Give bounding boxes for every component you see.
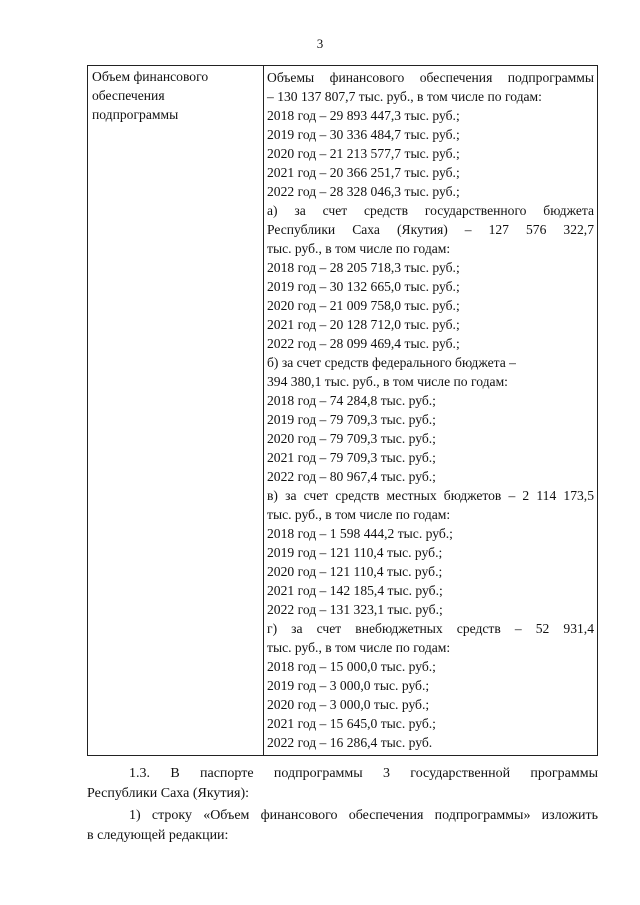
page-number: 3 [316,36,324,51]
amendment-paragraph: Республики Саха (Якутия): [87,786,250,801]
value-line: 2020 год – 121 110,4 тыс. руб.; [267,564,443,579]
value-line: 2020 год – 79 709,3 тыс. руб.; [267,431,436,446]
value-line: 2018 год – 15 000,0 тыс. руб.; [267,659,436,674]
value-line: 2018 год – 1 598 444,2 тыс. руб.; [267,526,453,541]
value-line: 2022 год – 28 099 469,4 тыс. руб.; [267,336,460,351]
value-line: 2020 год – 21 009 758,0 тыс. руб.; [267,298,460,313]
value-line: 2021 год – 79 709,3 тыс. руб.; [267,450,436,465]
amendment-paragraph: в следующей редакции: [87,828,229,843]
financing-table [87,65,598,756]
value-line: а) за счет средств государственного бюджета [267,203,594,218]
label-line: Объем финансового [92,69,209,84]
value-line: тыс. руб., в том числе по годам: [267,241,451,256]
value-line: г) за счет внебюджетных средств – 52 931,4 [267,621,594,636]
value-line: тыс. руб., в том числе по годам: [267,507,451,522]
value-line: 2021 год – 15 645,0 тыс. руб.; [267,716,436,731]
value-line: Объемы финансового обеспечения подпрограммы [267,70,594,85]
value-line: Республики Саха (Якутия) – 127 576 322,7 [267,222,594,237]
value-line: 2022 год – 80 967,4 тыс. руб.; [267,469,436,484]
amendment-paragraph: 1.3. В паспорте подпрограммы 3 государственной программы [129,766,598,781]
value-line: 2019 год – 30 336 484,7 тыс. руб.; [267,127,460,142]
value-line: 2019 год – 30 132 665,0 тыс. руб.; [267,279,460,294]
amendment-paragraph: 1) строку «Объем финансового обеспечения подпрограммы» изложить [129,808,598,823]
label-line: обеспечения [92,88,165,103]
value-line: 2019 год – 121 110,4 тыс. руб.; [267,545,443,560]
value-line: в) за счет средств местных бюджетов – 2 114 173,5 [267,488,594,503]
label-line: подпрограммы [92,107,179,122]
value-line: 2018 год – 28 205 718,3 тыс. руб.; [267,260,460,275]
value-line: 2022 год – 131 323,1 тыс. руб.; [267,602,443,617]
value-line: 394 380,1 тыс. руб., в том числе по годам: [267,374,508,389]
value-line: 2021 год – 20 366 251,7 тыс. руб.; [267,165,460,180]
value-line: 2019 год – 79 709,3 тыс. руб.; [267,412,436,427]
value-line: 2021 год – 142 185,4 тыс. руб.; [267,583,443,598]
value-line: тыс. руб., в том числе по годам: [267,640,451,655]
value-line: 2019 год – 3 000,0 тыс. руб.; [267,678,430,693]
value-line: 2020 год – 21 213 577,7 тыс. руб.; [267,146,460,161]
value-line: б) за счет средств федерального бюджета – [267,355,516,370]
value-line: 2021 год – 20 128 712,0 тыс. руб.; [267,317,460,332]
value-line: 2022 год – 28 328 046,3 тыс. руб.; [267,184,460,199]
value-line: 2022 год – 16 286,4 тыс. руб. [267,735,433,750]
value-line: 2020 год – 3 000,0 тыс. руб.; [267,697,430,712]
table-label-cell [88,66,264,755]
value-line: 2018 год – 29 893 447,3 тыс. руб.; [267,108,460,123]
value-line: – 130 137 807,7 тыс. руб., в том числе по годам: [267,89,542,104]
value-line: 2018 год – 74 284,8 тыс. руб.; [267,393,436,408]
table-value-cell [264,66,597,755]
